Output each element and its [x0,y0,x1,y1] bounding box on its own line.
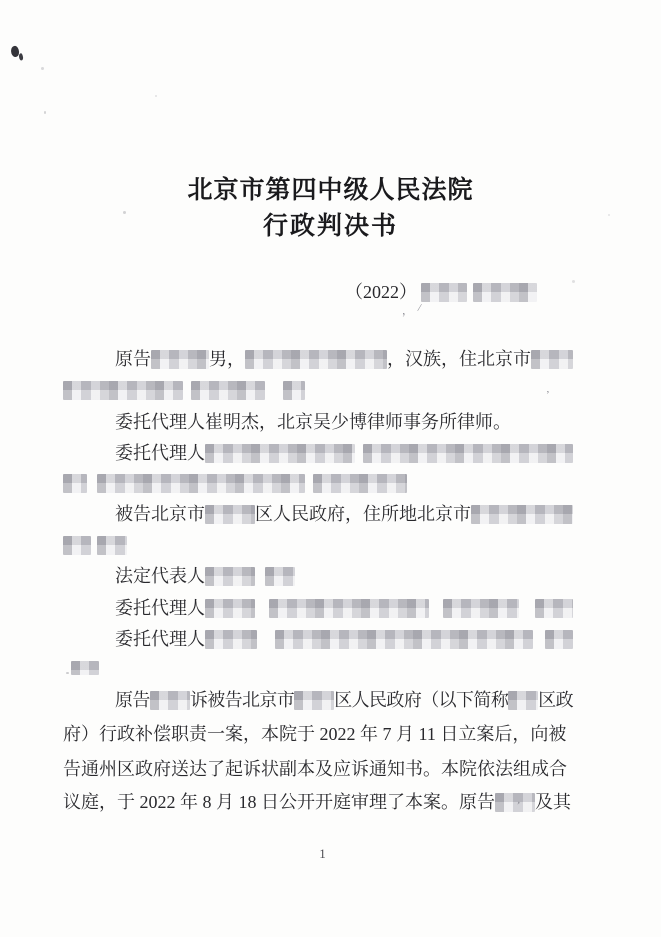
line-text: 委托代理人 [115,629,205,649]
redaction-gap [91,533,97,534]
court-name-title: 北京市第四中级人民法院 [187,177,474,204]
line-text: 委托代理人 [115,598,205,618]
line-text: 区人民政府，住所地北京市 [255,504,471,524]
scan-stray-mark: ， [402,305,413,317]
line-text: 法定代表人 [115,566,205,586]
redaction-gap [63,596,115,597]
redaction-gap [63,564,115,565]
redacted-text-block [205,505,255,524]
document-line [63,790,571,814]
redacted-text-block [63,474,87,493]
document-line [63,722,566,746]
redacted-text-block [294,691,334,710]
redacted-text-block [205,567,255,586]
document-line [63,471,407,495]
line-text: 及其 [535,792,571,812]
scan-speck [41,67,44,70]
document-line [63,441,573,465]
redacted-text-block [97,536,127,555]
scan-ink-blot-artifact [9,45,20,58]
document-line [63,410,511,434]
redaction-gap [265,378,283,379]
line-text: ，汉族，住北京市 [387,349,531,369]
redaction-gap [255,596,269,597]
document-line [63,656,99,680]
redacted-text-block [473,283,537,302]
redacted-text-block [275,630,533,649]
redaction-gap [429,596,443,597]
redaction-gap [305,471,313,472]
redacted-text-block [265,567,295,586]
document-line [63,627,573,651]
redacted-text-block [471,505,573,524]
redacted-text-block [313,474,407,493]
redacted-text-block [63,536,91,555]
document-line [63,688,573,712]
redacted-text-block [151,350,209,369]
redaction-gap [519,596,535,597]
line-text: 区政 [538,690,574,710]
redacted-text-block [495,793,535,812]
document-line [63,596,573,620]
redacted-text-block [443,599,519,618]
redacted-text-block [150,691,190,710]
redacted-text-block [269,599,429,618]
document-line [63,533,127,557]
redacted-text-block [71,661,99,675]
document-line [63,564,295,588]
redacted-text-block [205,444,355,463]
scan-stray-mark: ’ [546,389,550,401]
document-line [345,280,537,304]
line-text: 委托代理人 [115,443,205,463]
redaction-gap [355,441,363,442]
scan-stray-mark: ’ [514,799,522,813]
redacted-text-block [63,381,183,400]
redacted-text-block [421,283,467,302]
document-line [63,378,305,402]
document-type-title: 行政判决书 [262,213,398,240]
line-text: 被告北京市 [115,504,205,524]
scan-speck [155,95,157,97]
line-text: 府）行政补偿职责一案，本院于 2022 年 7 月 11 日立案后，向被 [63,724,567,744]
redacted-text-block [283,381,305,400]
page-number: 1 [319,846,326,861]
redaction-gap [87,471,97,472]
redacted-text-block [191,381,265,400]
document-line [63,757,567,781]
redaction-gap [183,378,191,379]
redaction-gap [63,502,115,503]
redaction-gap [63,688,115,689]
redacted-text-block [535,599,573,618]
line-text: 原告 [115,349,151,369]
document-line [63,347,573,371]
redaction-gap [467,280,473,281]
redacted-text-block [205,599,255,618]
line-text: 男， [209,349,245,369]
line-text: 原告 [115,690,150,710]
redacted-text-block [545,630,573,649]
redaction-gap [63,347,115,348]
scan-speck [44,111,46,114]
redacted-text-block [245,350,387,369]
redaction-gap [417,280,421,281]
redaction-gap [63,627,115,628]
redacted-text-block [205,630,257,649]
line-text: 议庭，于 2022 年 8 月 18 日公开开庭审理了本案。原告 [63,792,495,812]
redaction-gap [63,441,115,442]
line-text: 区人民政府（以下简称 [334,690,509,710]
line-text: （2022） [345,282,417,302]
redaction-gap [255,564,265,565]
line-text: 委托代理人崔明杰，北京吴少博律师事务所律师。 [115,412,511,432]
redacted-text-block [531,350,573,369]
redacted-text-block [363,444,573,463]
scan-speck [572,280,575,283]
line-text: 诉被告北京市 [189,690,295,710]
scan-stray-mark: / [416,301,423,315]
redaction-gap [257,627,275,628]
line-text: 告通州区政府送达了起诉状副本及应诉通知书。本院依法组成合 [63,759,567,779]
redacted-text-block [508,691,538,710]
document-line [63,502,573,526]
redaction-gap [63,410,115,411]
redacted-text-block [97,474,305,493]
redaction-gap [533,627,545,628]
redaction-gap [63,656,71,657]
